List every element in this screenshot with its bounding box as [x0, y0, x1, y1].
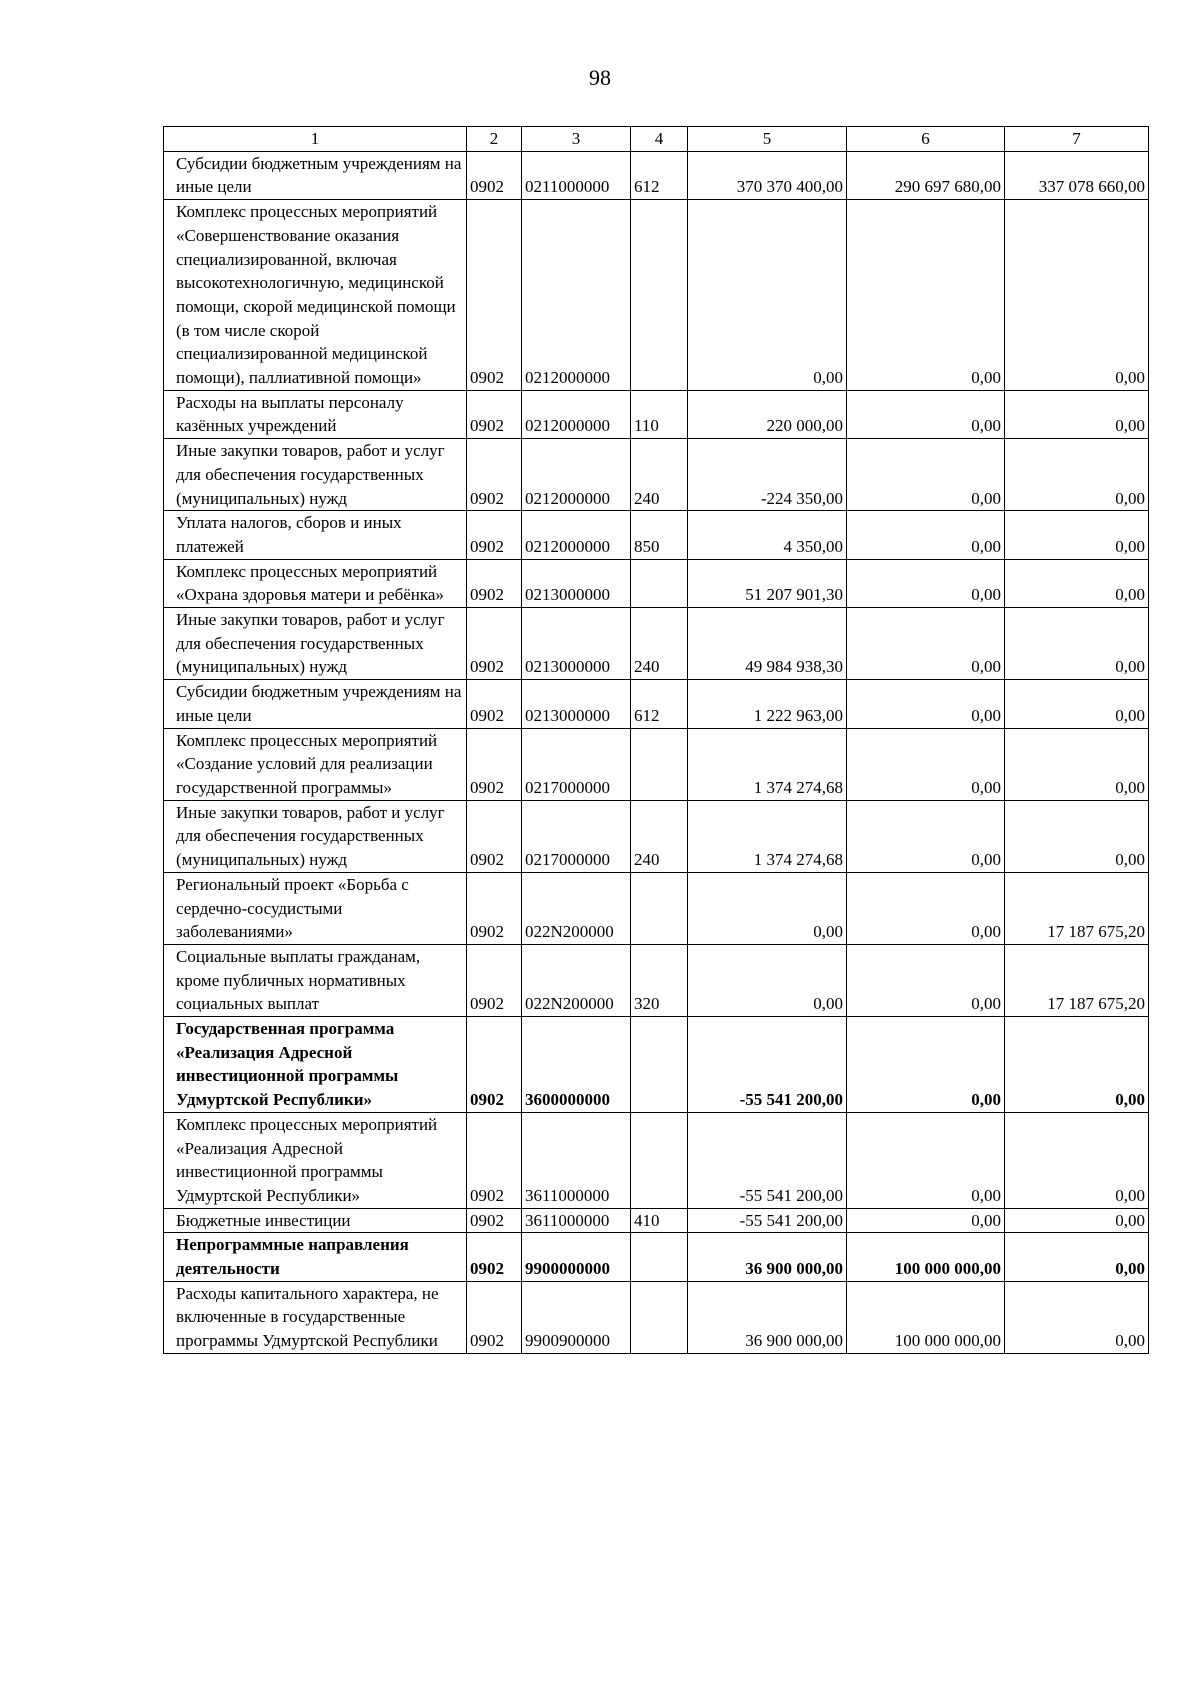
row-amount-col6-cell: 0,00: [847, 1208, 1005, 1233]
row-name-cell: Расходы на выплаты персоналу казённых учреждений: [164, 390, 467, 438]
header-cell-2: 2: [467, 127, 522, 152]
row-expense-type-cell: [631, 559, 688, 607]
row-amount-col5-cell: -55 541 200,00: [688, 1208, 847, 1233]
table-row: [164, 872, 1149, 944]
row-amount-col7-cell: 0,00: [1005, 439, 1149, 511]
row-section-cell: 0902: [467, 200, 522, 391]
row-expense-type-cell: 240: [631, 439, 688, 511]
row-amount-col6-cell: 0,00: [847, 944, 1005, 1016]
row-amount-col5-cell: 51 207 901,30: [688, 559, 847, 607]
row-expense-type-cell: [631, 1112, 688, 1208]
row-target-code-cell: 3611000000: [522, 1112, 631, 1208]
row-target-code-cell: 0217000000: [522, 800, 631, 872]
header-cell-5: 5: [688, 127, 847, 152]
row-target-code-cell: 0213000000: [522, 559, 631, 607]
row-name-cell: Государственная программа «Реализация Адресной инвестиционной программы Удмуртской Республики»: [164, 1017, 467, 1113]
row-amount-col7-cell: 0,00: [1005, 680, 1149, 728]
row-amount-col7-cell: 0,00: [1005, 200, 1149, 391]
table-row: [164, 1017, 1149, 1113]
row-target-code-cell: 0212000000: [522, 511, 631, 559]
table-row: [164, 511, 1149, 559]
row-amount-col5-cell: 1 222 963,00: [688, 680, 847, 728]
row-expense-type-cell: [631, 728, 688, 800]
row-section-cell: 0902: [467, 1281, 522, 1353]
row-section-cell: 0902: [467, 608, 522, 680]
row-target-code-cell: 022N200000: [522, 872, 631, 944]
row-section-cell: 0902: [467, 872, 522, 944]
row-amount-col7-cell: 0,00: [1005, 1281, 1149, 1353]
row-amount-col6-cell: 0,00: [847, 608, 1005, 680]
row-amount-col7-cell: 0,00: [1005, 1112, 1149, 1208]
table-row: [164, 1233, 1149, 1281]
row-section-cell: 0902: [467, 390, 522, 438]
row-section-cell: 0902: [467, 800, 522, 872]
row-name-cell: Уплата налогов, сборов и иных платежей: [164, 511, 467, 559]
row-target-code-cell: 0212000000: [522, 439, 631, 511]
row-amount-col6-cell: 100 000 000,00: [847, 1233, 1005, 1281]
row-target-code-cell: 022N200000: [522, 944, 631, 1016]
row-expense-type-cell: 320: [631, 944, 688, 1016]
row-amount-col5-cell: -224 350,00: [688, 439, 847, 511]
row-name-cell: Комплекс процессных мероприятий «Охрана здоровья матери и ребёнка»: [164, 559, 467, 607]
row-name-cell: Комплекс процессных мероприятий «Создание условий для реализации государственной программы»: [164, 728, 467, 800]
row-amount-col5-cell: 36 900 000,00: [688, 1281, 847, 1353]
row-target-code-cell: 0213000000: [522, 608, 631, 680]
row-name-cell: Региональный проект «Борьба с сердечно-сосудистыми заболеваниями»: [164, 872, 467, 944]
row-amount-col5-cell: 1 374 274,68: [688, 728, 847, 800]
row-amount-col5-cell: 4 350,00: [688, 511, 847, 559]
table-row: [164, 608, 1149, 680]
row-expense-type-cell: 850: [631, 511, 688, 559]
row-name-cell: Бюджетные инвестиции: [164, 1208, 467, 1233]
row-amount-col6-cell: 0,00: [847, 680, 1005, 728]
row-amount-col7-cell: 0,00: [1005, 1208, 1149, 1233]
row-section-cell: 0902: [467, 511, 522, 559]
row-amount-col6-cell: 0,00: [847, 728, 1005, 800]
table-row: [164, 1112, 1149, 1208]
row-name-cell: Расходы капитального характера, не включенные в государственные программы Удмуртской Республики: [164, 1281, 467, 1353]
table-row: [164, 151, 1149, 199]
row-amount-col6-cell: 0,00: [847, 200, 1005, 391]
table-row: [164, 200, 1149, 391]
row-section-cell: 0902: [467, 1112, 522, 1208]
table-header-row: [164, 127, 1149, 152]
header-cell-1: 1: [164, 127, 467, 152]
row-amount-col7-cell: 0,00: [1005, 800, 1149, 872]
row-amount-col6-cell: 0,00: [847, 511, 1005, 559]
row-amount-col7-cell: 0,00: [1005, 390, 1149, 438]
row-amount-col7-cell: 337 078 660,00: [1005, 151, 1149, 199]
row-name-cell: Иные закупки товаров, работ и услуг для обеспечения государственных (муниципальных) нужд: [164, 608, 467, 680]
row-expense-type-cell: [631, 1233, 688, 1281]
row-target-code-cell: 0213000000: [522, 680, 631, 728]
budget-table: [163, 126, 1149, 1354]
table-row: [164, 1208, 1149, 1233]
row-expense-type-cell: 612: [631, 680, 688, 728]
header-cell-6: 6: [847, 127, 1005, 152]
row-amount-col6-cell: 0,00: [847, 872, 1005, 944]
row-target-code-cell: 0212000000: [522, 200, 631, 391]
row-name-cell: Комплекс процессных мероприятий «Реализация Адресной инвестиционной программы Удмуртской Республики»: [164, 1112, 467, 1208]
row-amount-col6-cell: 0,00: [847, 390, 1005, 438]
table-row: [164, 944, 1149, 1016]
row-expense-type-cell: 110: [631, 390, 688, 438]
table-row: [164, 439, 1149, 511]
row-amount-col6-cell: 0,00: [847, 1112, 1005, 1208]
row-target-code-cell: 0211000000: [522, 151, 631, 199]
row-amount-col7-cell: 0,00: [1005, 511, 1149, 559]
row-name-cell: Непрограммные направления деятельности: [164, 1233, 467, 1281]
row-section-cell: 0902: [467, 728, 522, 800]
row-section-cell: 0902: [467, 1017, 522, 1113]
row-target-code-cell: 9900900000: [522, 1281, 631, 1353]
row-section-cell: 0902: [467, 680, 522, 728]
row-amount-col7-cell: 0,00: [1005, 559, 1149, 607]
header-cell-3: 3: [522, 127, 631, 152]
row-expense-type-cell: 240: [631, 800, 688, 872]
row-section-cell: 0902: [467, 151, 522, 199]
row-target-code-cell: 3600000000: [522, 1017, 631, 1113]
row-section-cell: 0902: [467, 1233, 522, 1281]
row-amount-col5-cell: -55 541 200,00: [688, 1017, 847, 1113]
row-amount-col5-cell: 370 370 400,00: [688, 151, 847, 199]
row-name-cell: Субсидии бюджетным учреждениям на иные цели: [164, 680, 467, 728]
row-section-cell: 0902: [467, 1208, 522, 1233]
row-target-code-cell: 9900000000: [522, 1233, 631, 1281]
row-expense-type-cell: [631, 200, 688, 391]
table-row: [164, 680, 1149, 728]
row-amount-col7-cell: 17 187 675,20: [1005, 944, 1149, 1016]
row-expense-type-cell: 410: [631, 1208, 688, 1233]
header-cell-7: 7: [1005, 127, 1149, 152]
row-amount-col5-cell: 0,00: [688, 872, 847, 944]
row-amount-col7-cell: 0,00: [1005, 608, 1149, 680]
table-row: [164, 1281, 1149, 1353]
row-amount-col5-cell: 0,00: [688, 200, 847, 391]
row-amount-col6-cell: 0,00: [847, 800, 1005, 872]
row-amount-col6-cell: 0,00: [847, 439, 1005, 511]
table-row: [164, 390, 1149, 438]
table-row: [164, 559, 1149, 607]
row-target-code-cell: 3611000000: [522, 1208, 631, 1233]
row-section-cell: 0902: [467, 944, 522, 1016]
header-cell-4: 4: [631, 127, 688, 152]
row-expense-type-cell: [631, 1281, 688, 1353]
row-expense-type-cell: 240: [631, 608, 688, 680]
row-amount-col7-cell: 0,00: [1005, 1233, 1149, 1281]
page-number: 98: [589, 65, 611, 90]
row-target-code-cell: 0217000000: [522, 728, 631, 800]
row-amount-col7-cell: 0,00: [1005, 728, 1149, 800]
table-row: [164, 800, 1149, 872]
row-amount-col7-cell: 0,00: [1005, 1017, 1149, 1113]
row-amount-col6-cell: 0,00: [847, 1017, 1005, 1113]
row-amount-col5-cell: 1 374 274,68: [688, 800, 847, 872]
row-name-cell: Субсидии бюджетным учреждениям на иные цели: [164, 151, 467, 199]
row-name-cell: Иные закупки товаров, работ и услуг для обеспечения государственных (муниципальных) нужд: [164, 800, 467, 872]
row-name-cell: Иные закупки товаров, работ и услуг для обеспечения государственных (муниципальных) нужд: [164, 439, 467, 511]
table-row: [164, 728, 1149, 800]
row-amount-col7-cell: 17 187 675,20: [1005, 872, 1149, 944]
row-name-cell: Комплекс процессных мероприятий «Совершенствование оказания специализированной, включая высокотехнологичную, медицинской помощи, скорой медицинской помощи (в том числе скорой специализированной медицинской помощи), паллиативной помощи»: [164, 200, 467, 391]
row-section-cell: 0902: [467, 439, 522, 511]
row-amount-col5-cell: 49 984 938,30: [688, 608, 847, 680]
row-amount-col5-cell: 36 900 000,00: [688, 1233, 847, 1281]
row-section-cell: 0902: [467, 559, 522, 607]
row-amount-col6-cell: 290 697 680,00: [847, 151, 1005, 199]
row-expense-type-cell: [631, 872, 688, 944]
row-amount-col6-cell: 100 000 000,00: [847, 1281, 1005, 1353]
row-amount-col5-cell: 0,00: [688, 944, 847, 1016]
row-amount-col5-cell: 220 000,00: [688, 390, 847, 438]
row-amount-col6-cell: 0,00: [847, 559, 1005, 607]
row-expense-type-cell: [631, 1017, 688, 1113]
row-target-code-cell: 0212000000: [522, 390, 631, 438]
row-amount-col5-cell: -55 541 200,00: [688, 1112, 847, 1208]
row-expense-type-cell: 612: [631, 151, 688, 199]
row-name-cell: Социальные выплаты гражданам, кроме публичных нормативных социальных выплат: [164, 944, 467, 1016]
